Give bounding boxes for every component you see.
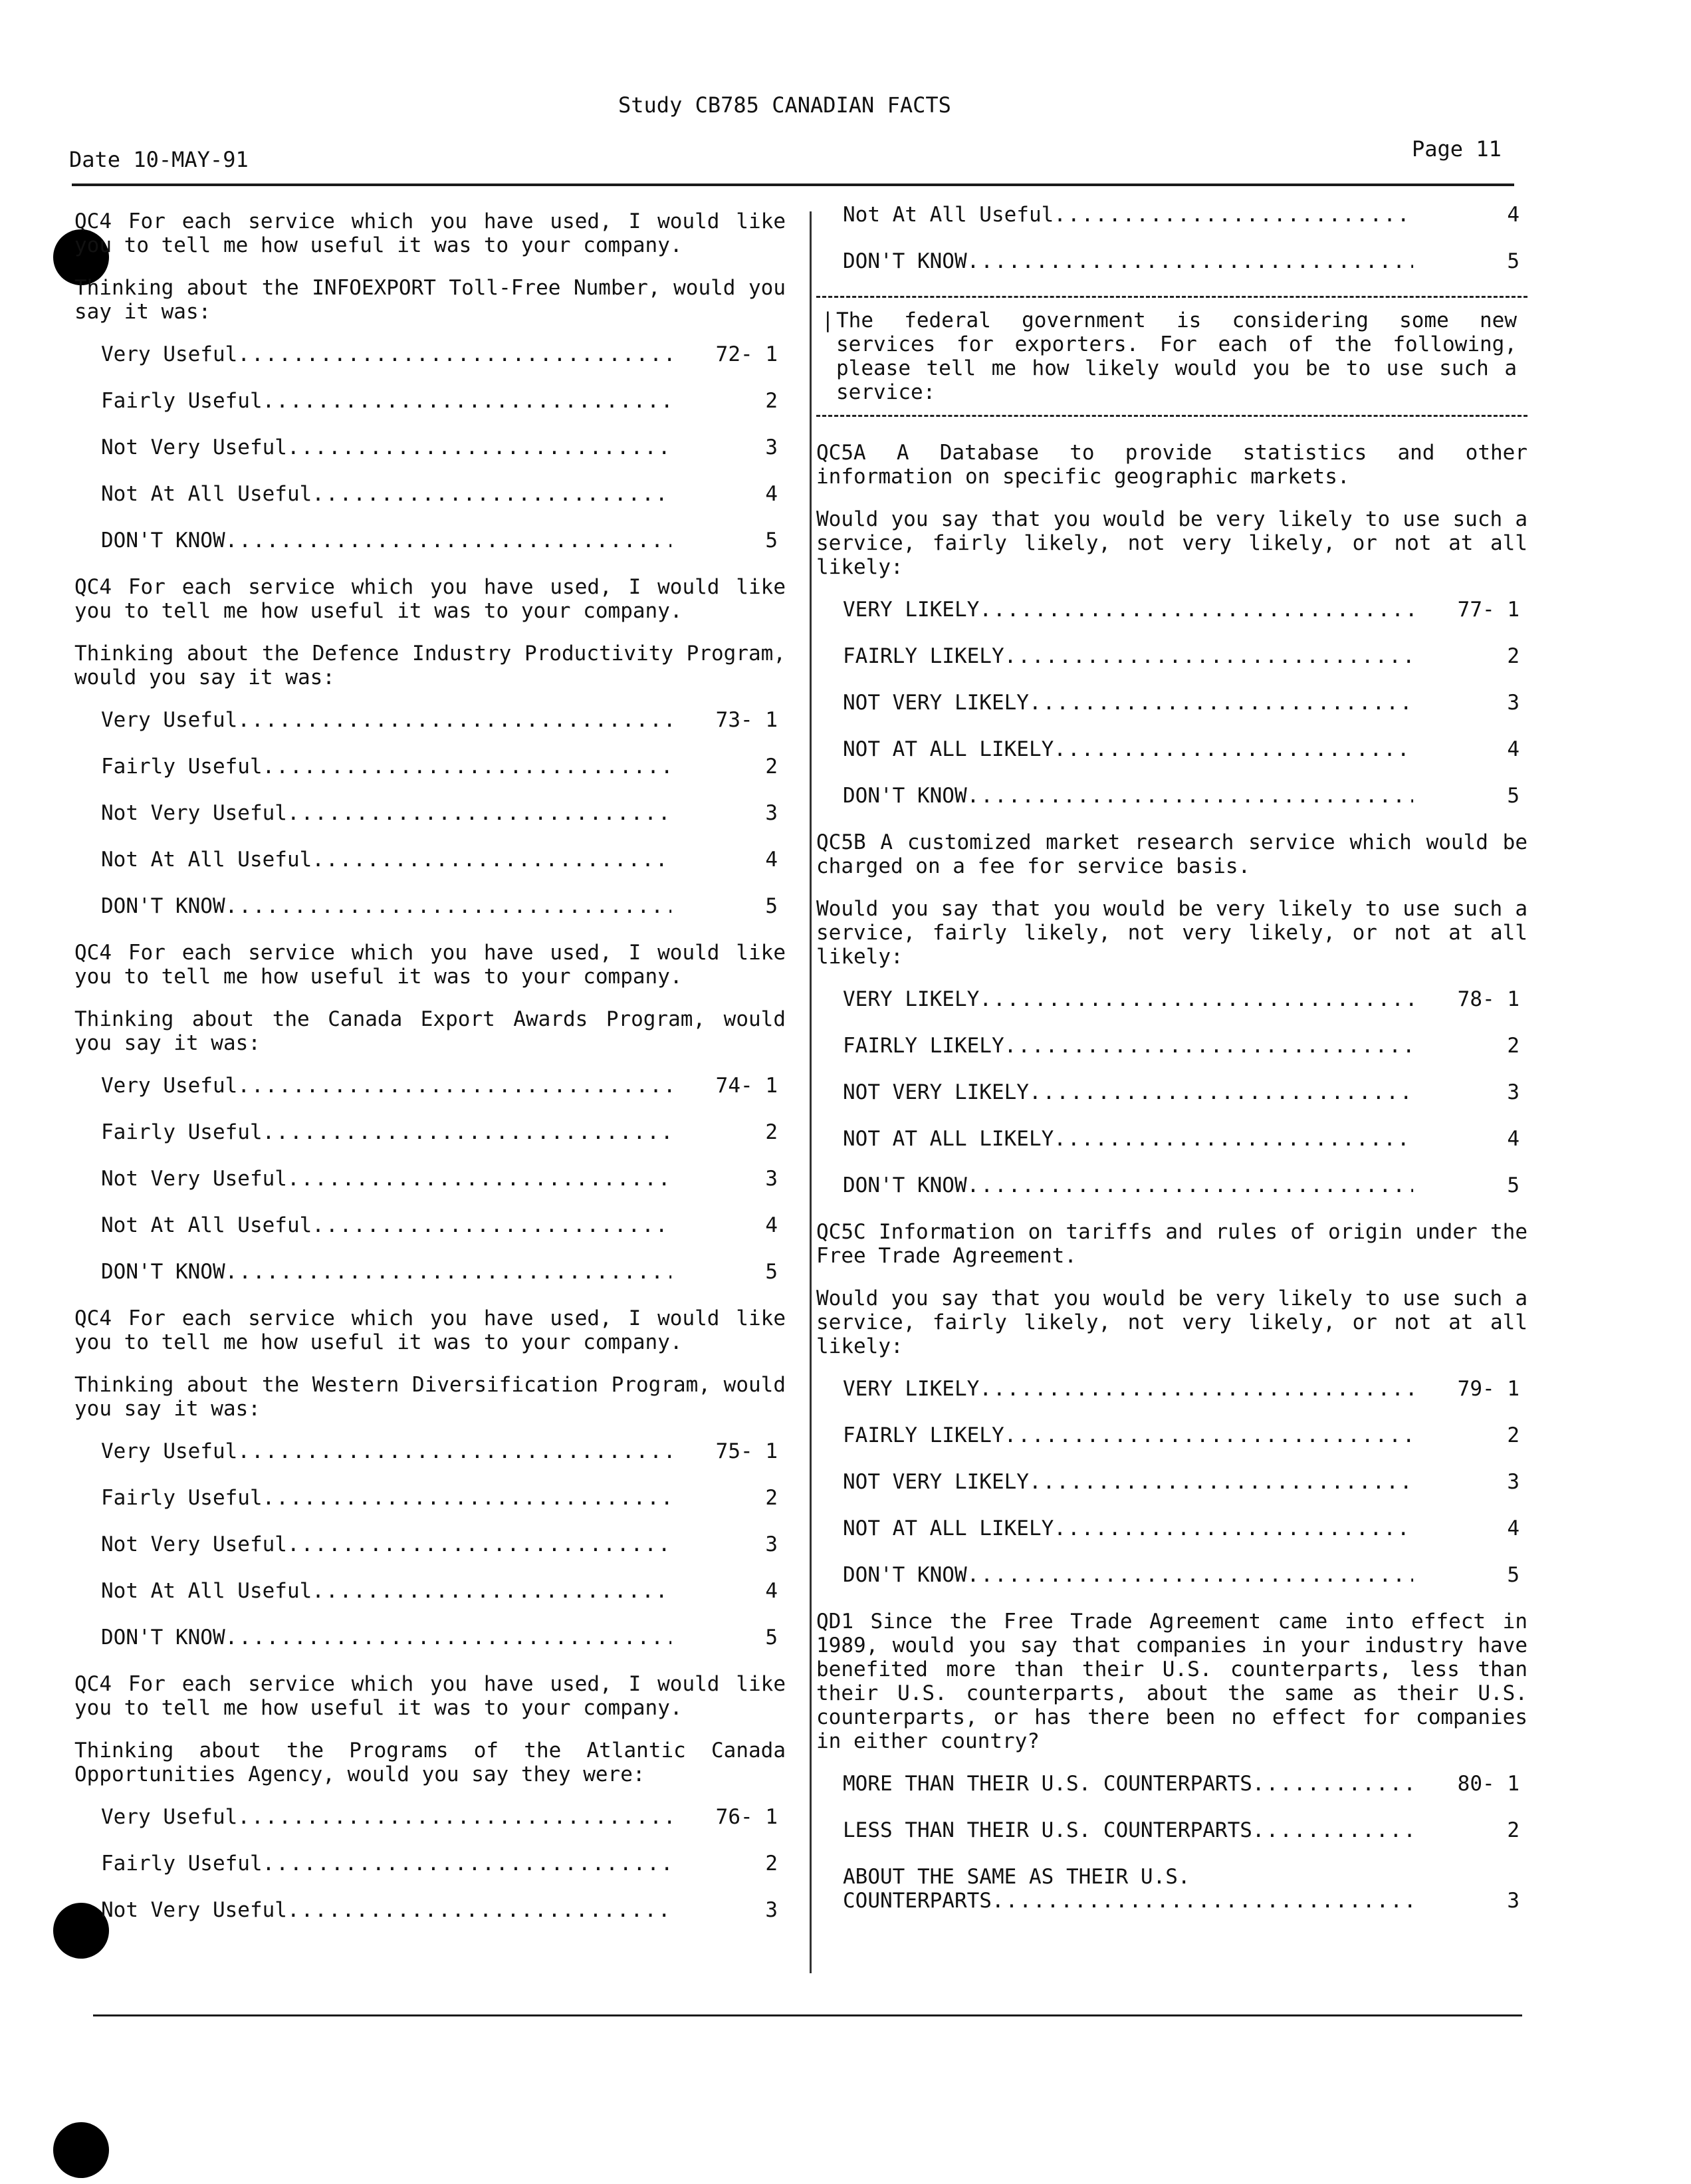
option-code: 78- 1 [1457, 987, 1520, 1011]
answer-option [101, 482, 786, 506]
option-label: Not Very Useful [101, 435, 287, 459]
answer-option [843, 1080, 1527, 1104]
answer-option [843, 249, 1527, 273]
option-code: 2 [1507, 1034, 1520, 1058]
answer-option [101, 389, 786, 413]
option-code: 4 [1507, 1127, 1520, 1151]
option-label: Very Useful [101, 1074, 238, 1098]
option-label: Fairly Useful [101, 389, 263, 413]
answer-option [843, 1563, 1527, 1587]
option-code: 2 [765, 755, 778, 779]
dot-leader [312, 1213, 671, 1237]
answer-option [101, 1120, 786, 1144]
answer-option [101, 435, 786, 459]
dot-leader [1054, 203, 1413, 227]
option-label: MORE THAN THEIR U.S. COUNTERPARTS [843, 1772, 1252, 1796]
dot-leader [1252, 1818, 1413, 1842]
dot-leader [979, 1377, 1413, 1401]
answer-option [101, 848, 786, 872]
question-text: Thinking about the Canada Export Awards Program, would you say it was: [74, 1007, 786, 1055]
option-code: 5 [765, 529, 778, 552]
option-code: 2 [765, 389, 778, 413]
dot-leader [287, 1532, 671, 1556]
question-block [74, 941, 786, 1284]
dot-leader [312, 482, 671, 506]
option-code: 2 [1507, 644, 1520, 668]
question-block [74, 209, 786, 552]
document-date: Date 10-MAY-91 [69, 147, 249, 172]
question-text: Would you say that you would be very likely to use such a service, fairly likely, not very likely, or not at all likely: [816, 897, 1527, 969]
question-text: Would you say that you would be very likely to use such a service, fairly likely, not very likely, or not at all likely: [816, 507, 1527, 579]
option-code: 2 [1507, 1818, 1520, 1842]
continued-options [816, 203, 1527, 273]
option-code: 2 [765, 1486, 778, 1510]
answer-option [843, 1423, 1527, 1447]
answer-option [843, 598, 1527, 622]
option-label: VERY LIKELY [843, 987, 980, 1011]
option-label: DON'T KNOW [843, 1563, 967, 1587]
option-code: 2 [1507, 1423, 1520, 1447]
answer-option [843, 987, 1527, 1011]
dot-leader [225, 529, 671, 552]
dot-leader [263, 1120, 671, 1144]
option-label: VERY LIKELY [843, 598, 980, 622]
answer-option [843, 1377, 1527, 1401]
option-label: NOT VERY LIKELY [843, 1470, 1029, 1494]
option-label: Fairly Useful [101, 1120, 263, 1144]
option-code: 80- 1 [1457, 1772, 1520, 1796]
option-label: NOT AT ALL LIKELY [843, 1517, 1054, 1540]
option-label: Not At All Useful [101, 848, 312, 872]
option-label: Not Very Useful [101, 1532, 287, 1556]
dot-leader [1054, 737, 1413, 761]
option-code: 76- 1 [715, 1805, 778, 1829]
answer-option [101, 1260, 786, 1284]
dot-leader [263, 389, 671, 413]
option-code: 77- 1 [1457, 598, 1520, 622]
answer-option [101, 1486, 786, 1510]
question-block [74, 575, 786, 918]
question-intro: QC4 For each service which you have used, I would like you to tell me how useful it was to your company. [74, 1672, 786, 1720]
option-label: DON'T KNOW [101, 1626, 225, 1649]
option-label: Very Useful [101, 1439, 238, 1463]
dot-leader [1004, 1423, 1413, 1447]
option-label: Not At All Useful [843, 203, 1054, 227]
page-number: Page 11 [1412, 136, 1502, 162]
answer-option [101, 1213, 786, 1237]
dot-leader [1004, 1034, 1413, 1058]
option-label-line [843, 1889, 1527, 1913]
option-label: DON'T KNOW [843, 784, 967, 808]
dot-leader [287, 1898, 671, 1922]
answer-option [101, 1805, 786, 1829]
option-label: ABOUT THE SAME AS THEIR U.S. [843, 1865, 1190, 1889]
option-code: 74- 1 [715, 1074, 778, 1098]
option-label: Very Useful [101, 708, 238, 732]
option-label: NOT AT ALL LIKELY [843, 737, 1054, 761]
option-code: 3 [1507, 691, 1520, 715]
answer-option [843, 691, 1527, 715]
answer-option [101, 1898, 786, 1922]
dot-leader [263, 1852, 671, 1876]
option-code: 3 [1507, 1080, 1520, 1104]
dot-leader [992, 1889, 1413, 1913]
question-intro: QC4 For each service which you have used, I would like you to tell me how useful it was to your company. [74, 575, 786, 623]
answer-option [101, 1439, 786, 1463]
left-column [74, 209, 786, 1945]
option-label: Fairly Useful [101, 1852, 263, 1876]
dot-leader [237, 1074, 671, 1098]
punch-hole-mark [53, 2122, 109, 2178]
question-block [816, 830, 1527, 1197]
dot-leader [225, 894, 671, 918]
answer-option [101, 1626, 786, 1649]
question-text: QD1 Since the Free Trade Agreement came into effect in 1989, would you say that companies in your industry have benefited more than their U.S. counterparts, less than their U.S. counterparts, about the same as their U.S. counterparts, or has there been no effect for companies in either country? [816, 1610, 1527, 1753]
option-label: NOT VERY LIKELY [843, 691, 1029, 715]
dot-leader [287, 801, 671, 825]
answer-option [101, 755, 786, 779]
option-code: 4 [765, 482, 778, 506]
dot-leader [967, 784, 1413, 808]
page-title: Study CB785 CANADIAN FACTS [618, 92, 951, 118]
question-intro: QC4 For each service which you have used, I would like you to tell me how useful it was to your company. [74, 1306, 786, 1354]
option-label: Very Useful [101, 1805, 238, 1829]
option-label: VERY LIKELY [843, 1377, 980, 1401]
question-intro: QC5C Information on tariffs and rules of origin under the Free Trade Agreement. [816, 1220, 1527, 1268]
option-label: FAIRLY LIKELY [843, 644, 1004, 668]
answer-option [101, 801, 786, 825]
dot-leader [1029, 1470, 1413, 1494]
question-text: Thinking about the Defence Industry Productivity Program, would you say it was: [74, 642, 786, 689]
dot-leader [263, 1486, 671, 1510]
option-code: 3 [765, 1167, 778, 1191]
answer-option [843, 1470, 1527, 1494]
option-label: DON'T KNOW [101, 1260, 225, 1284]
dot-leader [287, 435, 671, 459]
dot-leader [312, 1579, 671, 1603]
answer-option [843, 1865, 1527, 1913]
option-code: 4 [1507, 203, 1520, 227]
option-label: NOT AT ALL LIKELY [843, 1127, 1054, 1151]
question-block [74, 1672, 786, 1922]
question-block [816, 1220, 1527, 1587]
option-code: 4 [765, 848, 778, 872]
option-code: 5 [765, 894, 778, 918]
answer-option [101, 1579, 786, 1603]
option-code: 3 [765, 435, 778, 459]
dot-leader [237, 708, 671, 732]
option-code: 4 [1507, 737, 1520, 761]
option-code: 5 [1507, 784, 1520, 808]
dot-leader [1029, 691, 1413, 715]
option-code: 5 [765, 1626, 778, 1649]
answer-option [843, 1173, 1527, 1197]
dot-leader [1004, 644, 1413, 668]
answer-option [843, 1034, 1527, 1058]
option-label: Very Useful [101, 342, 238, 366]
question-text: Thinking about the Programs of the Atlantic Canada Opportunities Agency, would you say they were: [74, 1739, 786, 1786]
option-label: Fairly Useful [101, 1486, 263, 1510]
question-text: Thinking about the Western Diversification Program, would you say it was: [74, 1373, 786, 1421]
answer-option [843, 1127, 1527, 1151]
answer-option [101, 894, 786, 918]
question-intro: QC5A A Database to provide statistics and other information on specific geographic markets. [816, 441, 1527, 489]
option-label: NOT VERY LIKELY [843, 1080, 1029, 1104]
option-label: Fairly Useful [101, 755, 263, 779]
option-code: 3 [765, 1898, 778, 1922]
option-code: 3 [1507, 1889, 1520, 1913]
question-text: Would you say that you would be very likely to use such a service, fairly likely, not very likely, or not at all likely: [816, 1286, 1527, 1358]
option-label: Not At All Useful [101, 482, 312, 506]
interviewer-note-box: | The federal government is considering some new services for exporters. For each of the following, please tell me how likely would you be to use such a service: [816, 296, 1527, 417]
dot-leader [263, 755, 671, 779]
option-code: 4 [765, 1579, 778, 1603]
answer-option [843, 784, 1527, 808]
dot-leader [1054, 1127, 1413, 1151]
dot-leader [237, 342, 671, 366]
answer-option [843, 644, 1527, 668]
option-code: 5 [765, 1260, 778, 1284]
option-code: 3 [765, 1532, 778, 1556]
answer-option [843, 737, 1527, 761]
answer-option [101, 1852, 786, 1876]
option-code: 73- 1 [715, 708, 778, 732]
question-block [74, 1306, 786, 1649]
answer-option [843, 1818, 1527, 1842]
question-text: Thinking about the INFOEXPORT Toll-Free Number, would you say it was: [74, 276, 786, 324]
option-label: FAIRLY LIKELY [843, 1034, 1004, 1058]
option-code: 72- 1 [715, 342, 778, 366]
answer-option [843, 1517, 1527, 1540]
option-code: 2 [765, 1120, 778, 1144]
option-code: 4 [1507, 1517, 1520, 1540]
option-label-line [843, 1865, 1527, 1889]
option-code: 2 [765, 1852, 778, 1876]
option-code: 5 [1507, 1173, 1520, 1197]
option-code: 5 [1507, 1563, 1520, 1587]
option-label: Not At All Useful [101, 1213, 312, 1237]
option-code: 5 [1507, 249, 1520, 273]
option-label: LESS THAN THEIR U.S. COUNTERPARTS [843, 1818, 1252, 1842]
option-label: DON'T KNOW [101, 894, 225, 918]
option-label: DON'T KNOW [843, 1173, 967, 1197]
dot-leader [287, 1167, 671, 1191]
dot-leader [312, 848, 671, 872]
dot-leader [1029, 1080, 1413, 1104]
question-block [816, 441, 1527, 808]
dot-leader [1252, 1772, 1413, 1796]
column-divider [810, 211, 812, 1973]
option-code: 4 [765, 1213, 778, 1237]
dot-leader [225, 1626, 671, 1649]
dot-leader [1054, 1517, 1413, 1540]
right-column [816, 203, 1527, 1935]
option-code: 3 [765, 801, 778, 825]
question-block [816, 1610, 1527, 1913]
dot-leader [967, 1173, 1413, 1197]
option-code: 75- 1 [715, 1439, 778, 1463]
dot-leader [237, 1439, 671, 1463]
option-label: DON'T KNOW [843, 249, 967, 273]
dot-leader [237, 1805, 671, 1829]
answer-option [101, 342, 786, 366]
option-code: 3 [1507, 1470, 1520, 1494]
option-label: Not Very Useful [101, 801, 287, 825]
question-intro: QC4 For each service which you have used, I would like you to tell me how useful it was to your company. [74, 941, 786, 989]
option-label: Not Very Useful [101, 1167, 287, 1191]
option-label: FAIRLY LIKELY [843, 1423, 1004, 1447]
question-intro: QC5B A customized market research service which would be charged on a fee for service basis. [816, 830, 1527, 878]
dot-leader [979, 598, 1413, 622]
answer-option [101, 1074, 786, 1098]
dot-leader [979, 987, 1413, 1011]
answer-option [843, 1772, 1527, 1796]
answer-option [101, 1167, 786, 1191]
answer-option [101, 529, 786, 552]
option-code: 79- 1 [1457, 1377, 1520, 1401]
header-rule [72, 183, 1514, 186]
option-label: DON'T KNOW [101, 529, 225, 552]
footer-rule [93, 2014, 1522, 2016]
dot-leader [225, 1260, 671, 1284]
answer-option [101, 708, 786, 732]
answer-option [101, 1532, 786, 1556]
option-label: Not Very Useful [101, 1898, 287, 1922]
dot-leader [967, 249, 1413, 273]
option-label: COUNTERPARTS [843, 1889, 992, 1913]
dot-leader [967, 1563, 1413, 1587]
option-label: Not At All Useful [101, 1579, 312, 1603]
answer-option [843, 203, 1527, 227]
question-intro: QC4 For each service which you have used, I would like you to tell me how useful it was to your company. [74, 209, 786, 257]
